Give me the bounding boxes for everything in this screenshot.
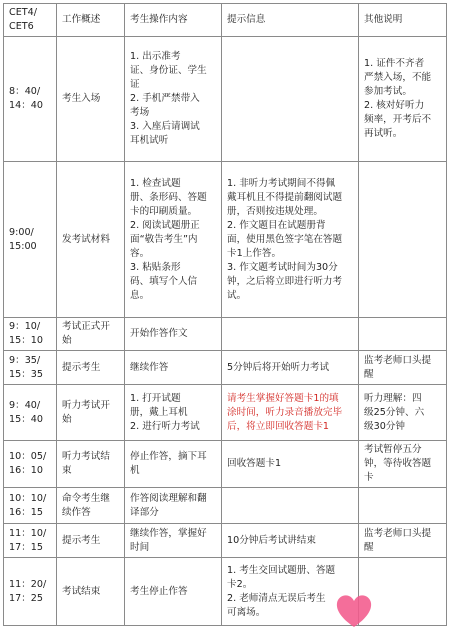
table-cell-work bbox=[57, 488, 125, 524]
header-work-label: 工作概述 bbox=[62, 14, 101, 25]
cell-text-action: 继续作答 bbox=[130, 361, 169, 373]
cell-text-work: 考生入场 bbox=[62, 93, 101, 104]
table-cell-action bbox=[125, 351, 222, 385]
table-row bbox=[4, 385, 447, 441]
cell-text-hint: 回收答题卡1 bbox=[227, 458, 282, 469]
table-cell-work bbox=[57, 385, 125, 441]
table-cell-note bbox=[359, 385, 447, 441]
cell-text-note: 监考老师口头提 醒 bbox=[364, 527, 432, 553]
cell-text-time: 10：05/ 16：10 bbox=[9, 451, 47, 476]
table-row bbox=[4, 351, 447, 385]
table-cell-action bbox=[125, 441, 222, 488]
table-cell-work bbox=[57, 162, 125, 318]
table-cell-note bbox=[359, 162, 447, 318]
table-cell-note bbox=[359, 441, 447, 488]
header-action-label: 考生操作内容 bbox=[130, 14, 188, 25]
cell-text-action: 1. 检查试题 册、条形码、答题 卡的印刷质量。 2. 阅读试题册正 面“敬告考生”内 容。 3. 粘贴条形 码、填写个人信息。 bbox=[130, 177, 207, 301]
table-cell-note bbox=[359, 37, 447, 162]
cell-text-time: 10：10/ 16：15 bbox=[9, 492, 47, 518]
header-work-cell bbox=[57, 4, 125, 37]
table-cell-note bbox=[359, 351, 447, 385]
table-row bbox=[4, 162, 447, 318]
table-cell-time bbox=[4, 162, 57, 318]
table-cell-time bbox=[4, 441, 57, 488]
table-cell-hint bbox=[222, 441, 359, 488]
table-cell-work bbox=[57, 351, 125, 385]
table-cell-time bbox=[4, 524, 57, 558]
table-cell-note bbox=[359, 524, 447, 558]
table-header-row bbox=[4, 4, 447, 37]
table-body bbox=[4, 4, 447, 626]
table-cell-action bbox=[125, 162, 222, 318]
table-row bbox=[4, 488, 447, 524]
cell-text-action: 继续作答，掌握好 时间 bbox=[130, 527, 207, 553]
cell-text-time: 11：10/ 17：15 bbox=[9, 527, 47, 553]
cell-text-action: 考生停止作答 bbox=[130, 585, 188, 597]
cell-text-time: 9：40/ 15：40 bbox=[9, 399, 44, 425]
table-cell-hint bbox=[222, 524, 359, 558]
cell-text-action: 作答阅读理解和翻 译部分 bbox=[130, 492, 207, 518]
cell-text-work: 提示考生 bbox=[62, 361, 101, 373]
cell-text-note: 考试暂停五分 钟，等待收答题 卡 bbox=[364, 444, 432, 483]
cell-text-hint: 请考生掌握好答题卡1的填 涂时间，听力录音播放完毕 后，将立即回收答题卡1 bbox=[227, 392, 343, 432]
table-cell-note bbox=[359, 488, 447, 524]
cell-text-work: 考试正式开 始 bbox=[62, 321, 110, 346]
header-hint-cell bbox=[222, 4, 359, 37]
cell-text-hint: 10分钟后考试讲结束 bbox=[227, 534, 316, 546]
table-cell-time bbox=[4, 385, 57, 441]
table-cell-time bbox=[4, 37, 57, 162]
cell-text-work: 提示考生 bbox=[62, 534, 101, 546]
cell-text-time: 11：20/ 17：25 bbox=[9, 578, 47, 604]
cell-text-note: 监考老师口头提 醒 bbox=[364, 354, 432, 380]
table-cell-hint bbox=[222, 37, 359, 162]
table-cell-action bbox=[125, 385, 222, 441]
header-note-label: 其他说明 bbox=[364, 14, 403, 25]
header-time-cell bbox=[4, 4, 57, 37]
cell-text-work: 听力考试开 始 bbox=[62, 399, 110, 425]
cell-text-action: 1. 打开试题 册，戴上耳机 2. 进行听力考试 bbox=[130, 392, 200, 432]
table-cell-action bbox=[125, 558, 222, 626]
table-cell-hint bbox=[222, 162, 359, 318]
heart-icon bbox=[335, 593, 373, 629]
table-row bbox=[4, 441, 447, 488]
cell-text-hint: 1. 非听力考试期间不得佩 戴耳机且不得提前翻阅试题 册，否则按违规处理。 2. 作文题目在试题册背 面，使用黑色签字笔在答题 卡1上作答。 3. 作文题考试时间为30分 钟，之后将立即进行听力考 试。 bbox=[227, 177, 343, 301]
table-cell-note bbox=[359, 318, 447, 351]
header-time-label: CET4/ CET6 bbox=[9, 7, 37, 32]
table-cell-time bbox=[4, 488, 57, 524]
table-cell-action bbox=[125, 37, 222, 162]
cell-text-work: 听力考试结 束 bbox=[62, 451, 110, 476]
table-cell-time bbox=[4, 558, 57, 626]
table-cell-hint bbox=[222, 318, 359, 351]
table-row bbox=[4, 558, 447, 626]
cell-text-time: 9：10/ 15：10 bbox=[9, 321, 44, 346]
table-cell-hint bbox=[222, 385, 359, 441]
table-cell-action bbox=[125, 488, 222, 524]
cell-text-note: 听力理解：四 级25分钟、六 级30分钟 bbox=[364, 392, 425, 432]
cell-text-note: 1. 证件不齐者 严禁入场，不能 参加考试。 2. 核对好听力 频率，开考后不 再试听。 bbox=[364, 58, 432, 139]
table-cell-work bbox=[57, 318, 125, 351]
table-row bbox=[4, 37, 447, 162]
table-cell-action bbox=[125, 318, 222, 351]
table-cell-work bbox=[57, 558, 125, 626]
cell-text-time: 8：40/ 14：40 bbox=[9, 86, 44, 111]
cell-text-time: 9:00/ 15:00 bbox=[9, 226, 37, 252]
header-hint-label: 提示信息 bbox=[227, 14, 266, 25]
header-note-cell bbox=[359, 4, 447, 37]
table-row bbox=[4, 524, 447, 558]
table-cell-action bbox=[125, 524, 222, 558]
header-action-cell bbox=[125, 4, 222, 37]
cell-text-work: 命令考生继 续作答 bbox=[62, 492, 110, 518]
cell-text-time: 9：35/ 15：35 bbox=[9, 354, 44, 380]
cell-text-action: 开始作答作文 bbox=[130, 328, 188, 339]
cell-text-action: 1. 出示准考 证、身份证、学生 证 2. 手机严禁带入 考场 3. 入座后请调试 耳机试听 bbox=[130, 51, 207, 146]
cell-text-action: 停止作答，摘下耳 机 bbox=[130, 451, 207, 476]
table-row bbox=[4, 318, 447, 351]
table-cell-time bbox=[4, 351, 57, 385]
cell-text-work: 发考试材料 bbox=[62, 233, 110, 245]
table-cell-hint bbox=[222, 488, 359, 524]
table-cell-hint bbox=[222, 351, 359, 385]
table-cell-work bbox=[57, 37, 125, 162]
table-cell-work bbox=[57, 524, 125, 558]
exam-schedule-table bbox=[3, 3, 447, 626]
table-cell-work bbox=[57, 441, 125, 488]
cell-text-work: 考试结束 bbox=[62, 585, 101, 597]
cell-text-hint: 1. 考生交回试题册、答题 卡2。 2. 老师清点无误后考生 可离场。 bbox=[227, 564, 336, 618]
cell-text-hint: 5分钟后将开始听力考试 bbox=[227, 361, 330, 373]
table-cell-time bbox=[4, 318, 57, 351]
